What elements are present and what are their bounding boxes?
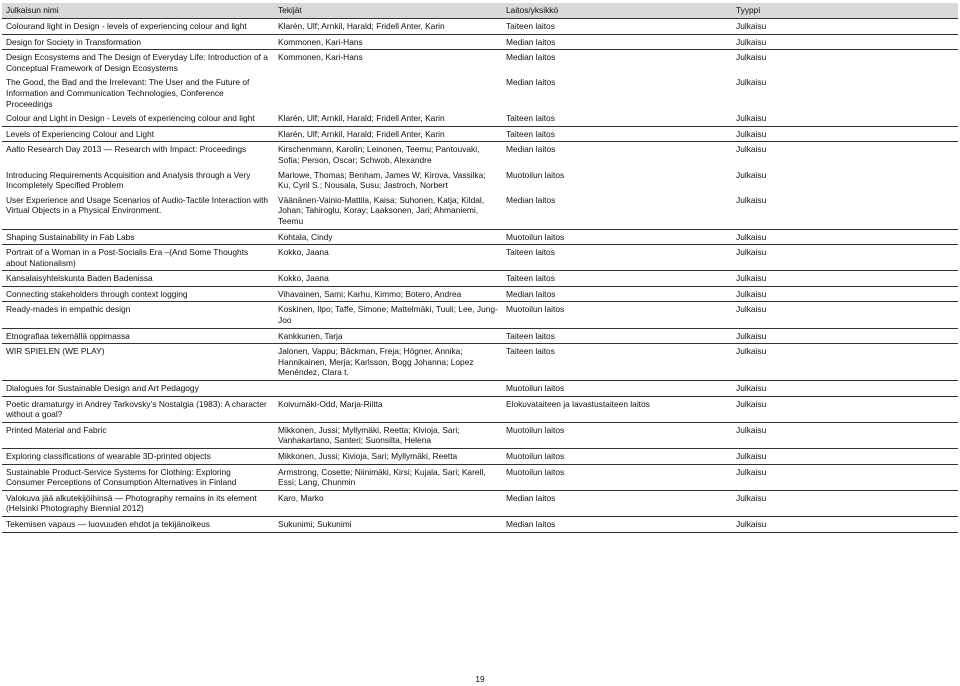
cell-authors: Väänänen-Vainio-Mattila, Kaisa; Suhonen, Katja; Kildal, Johan; Tahiroglu, Koray; Laaksonen, Jari; Ahmaniemi, Teemu	[278, 194, 485, 226]
cell-title: Valokuva jää alkutekijöihinsä — Photography remains in its element (Helsinki Photography Biennial 2012)	[2, 490, 274, 516]
cell-unit: Muotoilun laitos	[506, 169, 565, 180]
cell-authors: Klarén, Ulf; Arnkil, Harald; Fridell Anter, Karin	[278, 113, 445, 124]
cell-authors: Kankkunen, Tarja	[274, 328, 502, 344]
cell-unit: Taiteen laitos	[502, 328, 732, 344]
table-row	[2, 381, 958, 397]
cell-type: Julkaisu	[732, 396, 958, 422]
table-row	[2, 271, 958, 287]
cell-unit: Elokuvataiteen ja lavastustaiteen laitos	[502, 396, 732, 422]
table-row	[2, 449, 958, 465]
column-header-type: Tyyppi	[732, 3, 958, 19]
cell-type: Julkaisu	[732, 34, 958, 50]
cell-unit: Taiteen laitos	[506, 113, 555, 124]
table-row	[2, 422, 958, 448]
table-row	[2, 245, 958, 271]
cell-unit: Muotoilun laitos	[502, 422, 732, 448]
cell-unit: Median laitos	[506, 194, 556, 205]
cell-type: Julkaisu	[732, 271, 958, 287]
table-row	[2, 193, 958, 229]
cell-title: Levels of Experiencing Colour and Light	[2, 126, 274, 142]
table-row	[2, 302, 958, 328]
cell-title: User Experience and Usage Scenarios of Audio-Tactile Interaction with Virtual Objects in a Physical Environment.	[6, 194, 269, 216]
cell-unit: Median laitos	[502, 490, 732, 516]
column-header-title: Julkaisun nimi	[2, 3, 274, 19]
cell-title: Introducing Requirements Acquisition and Analysis through a Very Incompletely Specified Problem	[6, 169, 251, 191]
cell-unit: Median laitos	[506, 77, 556, 88]
cell-title: Poetic dramaturgy in Andrey Tarkovsky’s Nostalgia (1983): A character without a goal?	[2, 396, 274, 422]
cell-authors: Kokko, Jaana	[274, 271, 502, 287]
cell-authors	[274, 381, 502, 397]
cell-unit: Muotoilun laitos	[502, 229, 732, 245]
table-row	[2, 111, 958, 126]
cell-authors: Armstrong, Cosette; Niinimäki, Kirsi; Kujala, Sari; Karell, Essi; Lang, Chunmin	[274, 464, 502, 490]
cell-title: The Good, the Bad and the Irrelevant: The User and the Future of Information and Communication Technologies, Conference Proceedings	[6, 77, 250, 109]
cell-authors: Marlowe, Thomas; Benham, James W; Kirova, Vassilka; Ku, Cyril S.; Nousala, Susu; Jastroch, Norbert	[278, 169, 486, 191]
cell-unit: Muotoilun laitos	[502, 381, 732, 397]
cell-unit: Muotoilun laitos	[502, 302, 732, 328]
table-row	[2, 75, 958, 111]
cell-type: Julkaisu	[732, 449, 958, 465]
cell-type: Julkaisu	[732, 516, 958, 532]
cell-type: Julkaisu	[732, 302, 958, 328]
cell-title: Design for Society in Transformation	[2, 34, 274, 50]
cell-type: Julkaisu	[732, 50, 958, 76]
cell-authors: Mikkonen, Jussi; Myllymäki, Reetta; Kivioja, Sari; Vanhakartano, Santeri; Suonsilta, Helena	[274, 422, 502, 448]
cell-title: Design Ecosystems and The Design of Everyday Life: Introduction of a Conceptual Framework of Design Ecosystems	[2, 50, 274, 76]
cell-authors: Kirschenmann, Karolin; Leinonen, Teemu; Pantouvaki, Sofia; Person, Oscar; Schwob, Alexandre	[274, 142, 502, 168]
publication-list	[2, 3, 958, 533]
cell-title: Dialogues for Sustainable Design and Art Pedagogy	[2, 381, 274, 397]
cell-unit: Median laitos	[502, 516, 732, 532]
cell-unit: Taiteen laitos	[502, 126, 732, 142]
cell-unit: Median laitos	[502, 34, 732, 50]
cell-title: Colour and Light in Design - Levels of experiencing colour and light	[6, 113, 255, 124]
cell-unit: Muotoilun laitos	[502, 464, 732, 490]
cell-title: Sustainable Product-Service Systems for Clothing: Exploring Consumer Perceptions of Consumption Alternatives in Finland	[2, 464, 274, 490]
cell-type: Julkaisu	[732, 286, 958, 302]
cell-authors: Klarén, Ulf; Arnkil, Harald; Fridell Anter, Karin	[274, 19, 502, 35]
cell-authors: Karo, Marko	[274, 490, 502, 516]
cell-title: Exploring classifications of wearable 3D-printed objects	[2, 449, 274, 465]
cell-title: Colourand light in Design - levels of experiencing colour and light	[2, 19, 274, 35]
table-header-row	[2, 3, 958, 19]
cell-type: Julkaisu	[732, 422, 958, 448]
table-row	[2, 516, 958, 532]
table-row	[2, 34, 958, 50]
table-row	[2, 19, 958, 35]
cell-title: WIR SPIELEN (WE PLAY)	[2, 344, 274, 381]
cell-authors: Klarén, Ulf; Arnkil, Harald; Fridell Anter, Karin	[274, 126, 502, 142]
cell-title: Shaping Sustainability in Fab Labs	[2, 229, 274, 245]
cell-type: Julkaisu	[736, 77, 767, 88]
cell-authors: Koivumäki-Odd, Marja-Riitta	[274, 396, 502, 422]
cell-authors	[274, 75, 502, 111]
column-header-unit: Laitos/yksikkö	[502, 3, 732, 19]
table-row	[2, 126, 958, 142]
table-row	[2, 344, 958, 381]
cell-type: Julkaisu	[732, 126, 958, 142]
cell-title: Connecting stakeholders through context logging	[2, 286, 274, 302]
cell-unit: Muotoilun laitos	[502, 449, 732, 465]
table-row	[2, 50, 958, 76]
cell-unit: Median laitos	[502, 286, 732, 302]
table-row	[2, 490, 958, 516]
cell-unit: Median laitos	[502, 50, 732, 76]
cell-title: Kansalaisyhteiskunta Baden Badenissa	[2, 271, 274, 287]
table-row	[2, 464, 958, 490]
cell-type: Julkaisu	[736, 169, 767, 180]
cell-type: Julkaisu	[732, 245, 958, 271]
cell-title: Aalto Research Day 2013 — Research with Impact: Proceedings	[2, 142, 274, 168]
cell-title: Printed Material and Fabric	[2, 422, 274, 448]
cell-type: Julkaisu	[732, 19, 958, 35]
cell-title: Etnografiaa tekemällä oppimassa	[2, 328, 274, 344]
table-row	[2, 168, 958, 193]
cell-title: Tekemisen vapaus — luovuuden ehdot ja tekijänoikeus	[2, 516, 274, 532]
cell-authors: Koskinen, Ilpo; Taffe, Simone; Mattelmäki, Tuuli; Lee, Jung-Joo	[274, 302, 502, 328]
cell-type: Julkaisu	[732, 142, 958, 168]
cell-authors: Kommonen, Kari-Hans	[274, 50, 502, 76]
cell-authors: Kohtala, Cindy	[274, 229, 502, 245]
table-row	[2, 396, 958, 422]
cell-type: Julkaisu	[736, 113, 767, 124]
cell-title: Portrait of a Woman in a Post-Socialis Era –(And Some Thoughts about Nationalism)	[2, 245, 274, 271]
cell-type: Julkaisu	[736, 194, 767, 205]
cell-title: Ready-mades in empathic design	[2, 302, 274, 328]
cell-type: Julkaisu	[732, 490, 958, 516]
cell-authors: Sukunimi; Sukunimi	[274, 516, 502, 532]
table-row	[2, 142, 958, 168]
cell-type: Julkaisu	[732, 381, 958, 397]
cell-unit: Taiteen laitos	[502, 19, 732, 35]
table-row	[2, 229, 958, 245]
publication-table	[2, 3, 958, 533]
cell-unit: Taiteen laitos	[502, 344, 732, 381]
cell-authors: Kokko, Jaana	[274, 245, 502, 271]
cell-type: Julkaisu	[732, 344, 958, 381]
cell-type: Julkaisu	[732, 328, 958, 344]
cell-authors: Vihavainen, Sami; Karhu, Kimmo; Botero, Andrea	[274, 286, 502, 302]
cell-unit: Median laitos	[502, 142, 732, 168]
cell-authors: Mikkonen, Jussi; Kivioja, Sari; Myllymäki, Reetta	[274, 449, 502, 465]
column-header-authors: Tekijät	[274, 3, 502, 19]
cell-unit: Taiteen laitos	[502, 271, 732, 287]
cell-type: Julkaisu	[732, 464, 958, 490]
cell-type: Julkaisu	[732, 229, 958, 245]
page-number: 19	[475, 674, 485, 684]
table-row	[2, 328, 958, 344]
table-row	[2, 286, 958, 302]
cell-unit: Taiteen laitos	[502, 245, 732, 271]
cell-authors: Kommonen, Kari-Hans	[274, 34, 502, 50]
cell-authors: Jalonen, Vappu; Bäckman, Freja; Högner, Annika; Hannikainen, Merja; Karlsson, Bogg Johanna; Lopez Menéndez, Clara t.	[274, 344, 502, 381]
